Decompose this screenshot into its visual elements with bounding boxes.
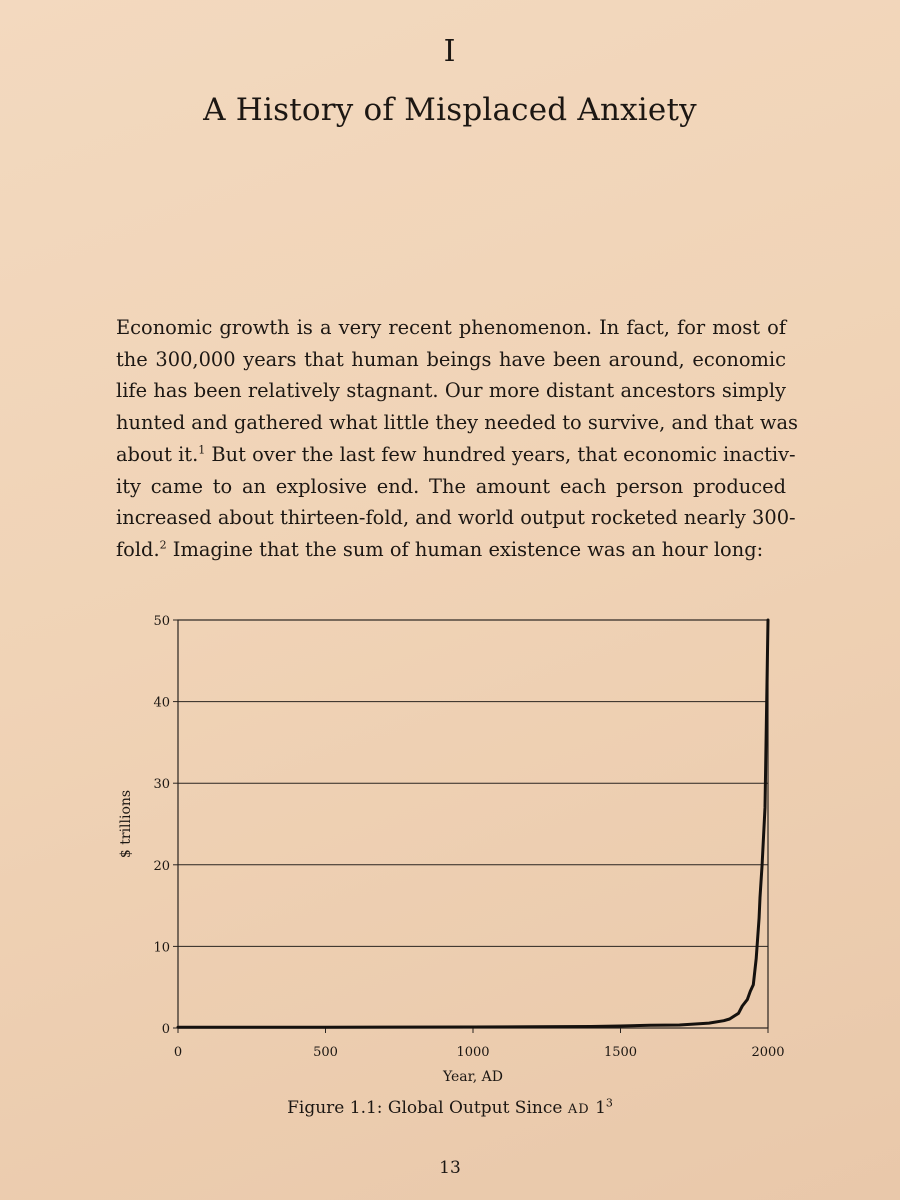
plot-frame [178, 620, 768, 1028]
text-line-content: fold. [116, 537, 160, 561]
page-number: 13 [439, 1158, 461, 1178]
text-line-content: hunted and gathered what little they needed to survive, and that was [116, 411, 798, 435]
x-tick-label: 500 [313, 1045, 338, 1060]
text-line [116, 534, 786, 566]
chapter-number: I [443, 34, 457, 69]
footnote-ref[interactable]: 2 [159, 538, 167, 552]
x-axis-label: Year, AD [442, 1069, 504, 1085]
text-line-content: life has been relatively stagnant. Our more distant ancestors simply [116, 379, 786, 403]
x-tick-label: 2000 [751, 1045, 785, 1060]
text-line [116, 471, 786, 503]
text-line-content: Imagine that the sum of human existence was an hour long: [166, 537, 764, 561]
text-line [116, 312, 786, 344]
x-tick-label: 1000 [456, 1045, 490, 1060]
text-line [116, 439, 796, 471]
footnote-ref[interactable]: 1 [198, 443, 206, 457]
global-output-chart [110, 600, 810, 1090]
y-tick-label: 20 [153, 858, 170, 874]
series-line [178, 620, 768, 1027]
text-line [116, 407, 798, 439]
text-line-content: Economic growth is a very recent phenomenon. In fact, for most of [116, 316, 786, 339]
text-line-content: But over the last few hundred years, that economic inactiv- [205, 442, 796, 466]
caption-text: Figure 1.1: Global Output Since [287, 1098, 563, 1118]
y-tick-label: 0 [161, 1022, 170, 1037]
body-paragraph [116, 312, 798, 566]
caption-year: 1 [595, 1098, 606, 1118]
y-tick-label: 50 [153, 614, 170, 629]
y-tick-label: 10 [153, 940, 170, 956]
y-tick-label: 40 [153, 695, 170, 711]
figure-caption [0, 1098, 900, 1118]
text-line-content: about it. [116, 442, 199, 466]
y-tick-label: 30 [153, 777, 170, 793]
chapter-title: A History of Misplaced Anxiety [203, 92, 697, 128]
x-tick-label: 0 [173, 1045, 183, 1060]
text-line-content: the 300,000 years that human beings have been around, economic [116, 347, 786, 371]
text-line [116, 375, 786, 407]
text-line-content: ity came to an explosive end. The amount each person produced [116, 474, 786, 498]
footnote-ref[interactable]: 3 [605, 1096, 613, 1110]
text-line [116, 502, 796, 534]
y-axis-label: $ trillions [118, 789, 134, 859]
caption-era: AD [567, 1102, 590, 1117]
x-tick-label: 1500 [603, 1045, 638, 1060]
text-line [116, 344, 786, 376]
text-line-content: increased about thirteen-fold, and world output rocketed nearly 300- [116, 506, 796, 530]
